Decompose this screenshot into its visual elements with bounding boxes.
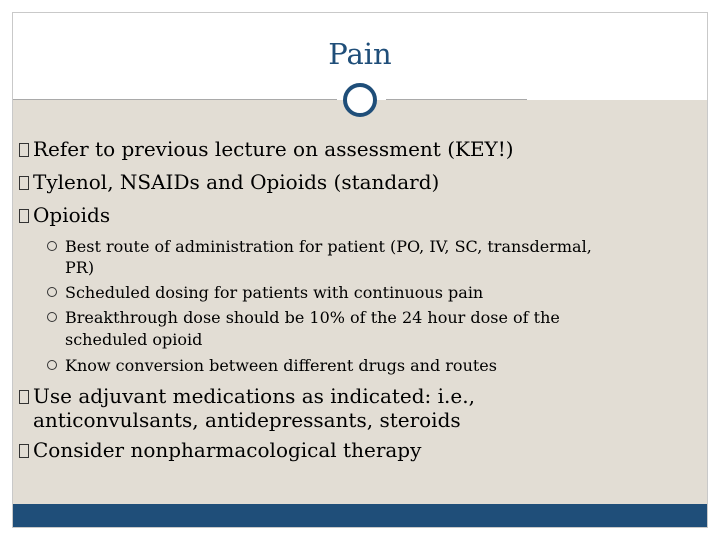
square-bullet-icon [19, 390, 29, 404]
slide-title: Pain [328, 37, 392, 71]
slide [12, 12, 708, 528]
bullet-text: Tylenol, NSAIDs and Opioids (standard) [33, 170, 440, 194]
circle-bullet-icon [47, 312, 57, 322]
sub-bullet-text: Know conversion between different drugs and routes [65, 356, 497, 375]
circle-bullet-icon [47, 241, 57, 251]
sub-bullet-text: Scheduled dosing for patients with continuous pain [65, 283, 484, 302]
footer-bar [13, 504, 707, 527]
content-area [13, 100, 707, 504]
sub-bullet-4 [47, 356, 497, 375]
square-bullet-icon [19, 444, 29, 458]
bullet-3 [19, 203, 110, 227]
sub-bullet-1 [47, 237, 592, 256]
bullet-5-cont: anticonvulsants, antidepressants, steroids [33, 408, 461, 432]
bullet-text: Refer to previous lecture on assessment (KEY!) [33, 137, 514, 161]
bullet-5 [19, 384, 475, 408]
circle-bullet-icon [47, 287, 57, 297]
sub-bullet-1-cont: PR) [65, 258, 95, 277]
sub-bullet-text: Best route of administration for patient (PO, IV, SC, transdermal, [65, 237, 592, 256]
sub-bullet-text: Breakthrough dose should be 10% of the 24 hour dose of the [65, 308, 560, 327]
sub-bullet-2 [47, 283, 483, 302]
bullet-2 [19, 170, 439, 194]
sub-bullet-3 [47, 308, 560, 327]
circle-bullet-icon [47, 360, 57, 370]
bullet-text: Opioids [33, 203, 111, 227]
bullet-text: Consider nonpharmacological therapy [33, 438, 422, 462]
sub-bullet-3-cont: scheduled opioid [65, 330, 203, 349]
bullet-6 [19, 438, 421, 462]
square-bullet-icon [19, 176, 29, 190]
bullet-text: Use adjuvant medications as indicated: i.e., [33, 384, 475, 408]
ring-icon [343, 83, 377, 117]
square-bullet-icon [19, 143, 29, 157]
square-bullet-icon [19, 209, 29, 223]
bullet-1 [19, 137, 514, 161]
